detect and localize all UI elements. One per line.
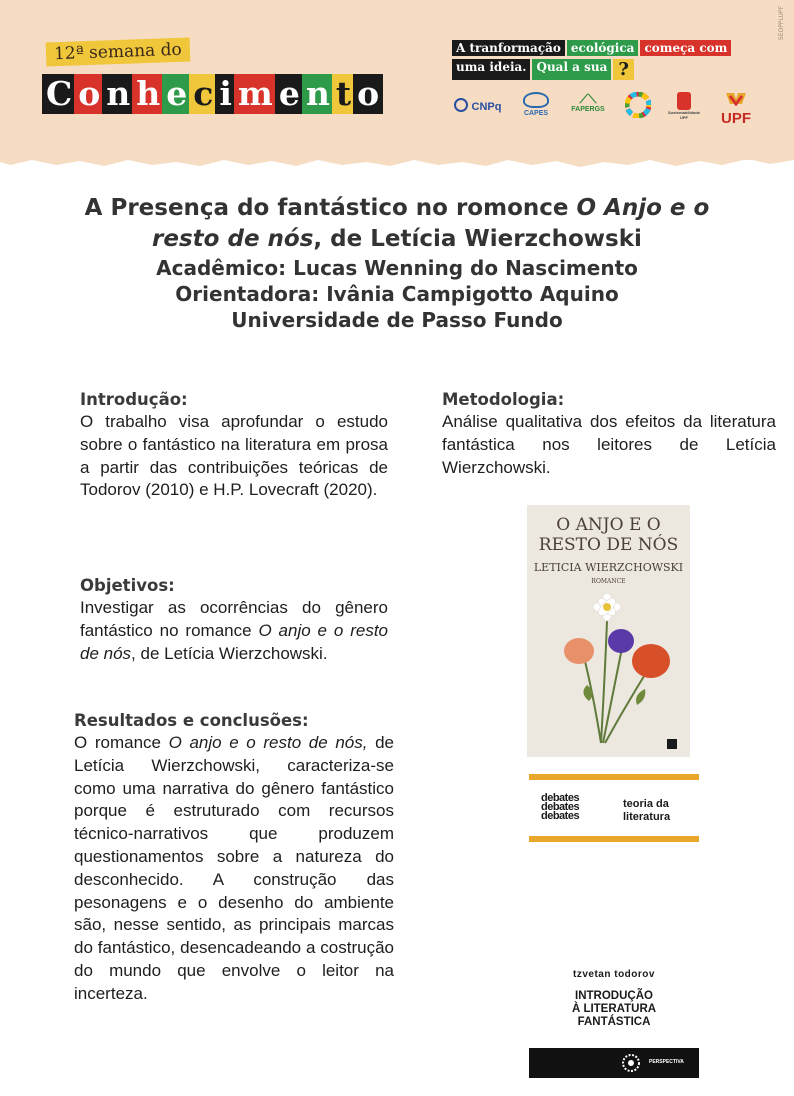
book-cover-todorov [529, 774, 699, 1078]
logo-letter: e [162, 74, 191, 114]
advisor-name: Orientadora: Ivânia Campigotto Aquino [175, 282, 619, 306]
ods-logo [624, 92, 652, 123]
logo-letter: e [275, 74, 304, 114]
flowers-illustration [527, 593, 690, 757]
slogan-chip: começa com [640, 40, 731, 56]
logo-letter: n [302, 74, 334, 114]
publisher-name: PERSPECTIVA [649, 1059, 684, 1065]
poster-title-block [40, 193, 754, 333]
section-body: Investigar as ocorrências do gênero fantástico no romance O anjo e o resto de nós, de Letícia Wierzchowski. [80, 598, 388, 663]
publisher-mark [667, 739, 677, 749]
cover-footer [529, 1048, 699, 1078]
section-introducao [80, 389, 388, 502]
section-body: Análise qualitativa dos efeitos da literatura fantástica nos leitores de Letícia Wierzchowski. [442, 412, 776, 477]
event-logo-word [42, 74, 381, 114]
logo-letter: c [189, 74, 217, 114]
slogan [452, 40, 762, 83]
book-title: INTRODUÇÃO À LITERATURA FANTÁSTICA [571, 990, 657, 1028]
section-body: O trabalho visa aprofundar o estudo sobre o fantástico na literatura em prosa a partir das contribuições teóricas de Todorov (2010) e H.P. Lovecraft (2020). [80, 412, 388, 500]
section-heading: Metodologia: [442, 390, 565, 409]
ods-wheel-icon [625, 92, 651, 118]
logo-letter: o [353, 74, 383, 114]
cnpq-icon [454, 98, 468, 112]
logo-letter: m [234, 74, 277, 114]
section-body: O romance O anjo e o resto de nós, de Letícia Wierzchowski, caracteriza-se como uma narrativa do gênero fantástico porque é estruturado com recursos técnico-narrativos que produzem questionamentos sobre a natureza do desconhecido. A construção das pesonagens e o desenho do ambiente são, nesse sentido, as principais marcas do fantástico, desencadeando a costrução do mundo que envolve o leitor na incerteza. [74, 733, 394, 1003]
slogan-chip: Qual a sua [532, 59, 611, 80]
capes-logo: CAPES [516, 92, 556, 117]
torn-paper-edge [0, 150, 794, 172]
capes-icon [523, 92, 549, 108]
fapergs-icon: ⟋⟍ [579, 92, 597, 106]
logo-letter: C [42, 74, 76, 114]
series-logo: debates debates debates [541, 792, 580, 822]
sponsor-logos [452, 92, 762, 126]
logo-letter: n [102, 74, 134, 114]
book-author: tzvetan todorov [573, 969, 655, 980]
slogan-chip: A tranformação [452, 40, 565, 56]
poster-title: A Presença do fantástico no romonce O Anjo e o resto de nós, de Letícia Wierzchowski [84, 195, 710, 252]
sustentabilidade-icon [677, 92, 691, 110]
university-name: Universidade de Passo Fundo [231, 308, 563, 332]
side-code: SEOPPLUPF [778, 6, 785, 41]
logo-letter: i [215, 74, 236, 114]
academic-name: Acadêmico: Lucas Wenning do Nascimento [156, 256, 638, 280]
event-edition-label: 12ª semana do [46, 37, 191, 66]
section-heading: Objetivos: [80, 576, 175, 595]
section-metodologia [442, 389, 776, 479]
slogan-question-mark: ? [613, 59, 634, 80]
slogan-chip: uma ideia. [452, 59, 530, 80]
section-heading: Introdução: [80, 390, 188, 409]
section-objetivos [80, 575, 388, 665]
book-title: O ANJO E O RESTO DE NÓS [538, 515, 679, 555]
publisher-sun-icon [621, 1053, 641, 1073]
book-genre: ROMANCE [591, 578, 626, 585]
section-heading: Resultados e conclusões: [74, 711, 309, 730]
book-cover-o-anjo [527, 505, 690, 757]
section-resultados [74, 710, 394, 1006]
upf-shield-icon [724, 92, 748, 106]
series-label: teoria da literatura [623, 798, 671, 823]
upf-sustentabilidade-logo: Sustentabilidade UPF [666, 92, 702, 120]
upf-logo: UPF [714, 92, 758, 126]
fapergs-logo: ⟋⟍ FAPERGS [566, 92, 610, 113]
book-author: LETICIA WIERZCHOWSKI [533, 561, 684, 574]
logo-letter: t [332, 74, 355, 114]
slogan-chip: ecológica [567, 40, 639, 56]
cnpq-logo: CNPq [452, 98, 504, 113]
logo-letter: o [74, 74, 104, 114]
logo-letter: h [132, 74, 164, 114]
cover-accent-bar [529, 836, 699, 842]
cover-accent-bar [529, 774, 699, 780]
